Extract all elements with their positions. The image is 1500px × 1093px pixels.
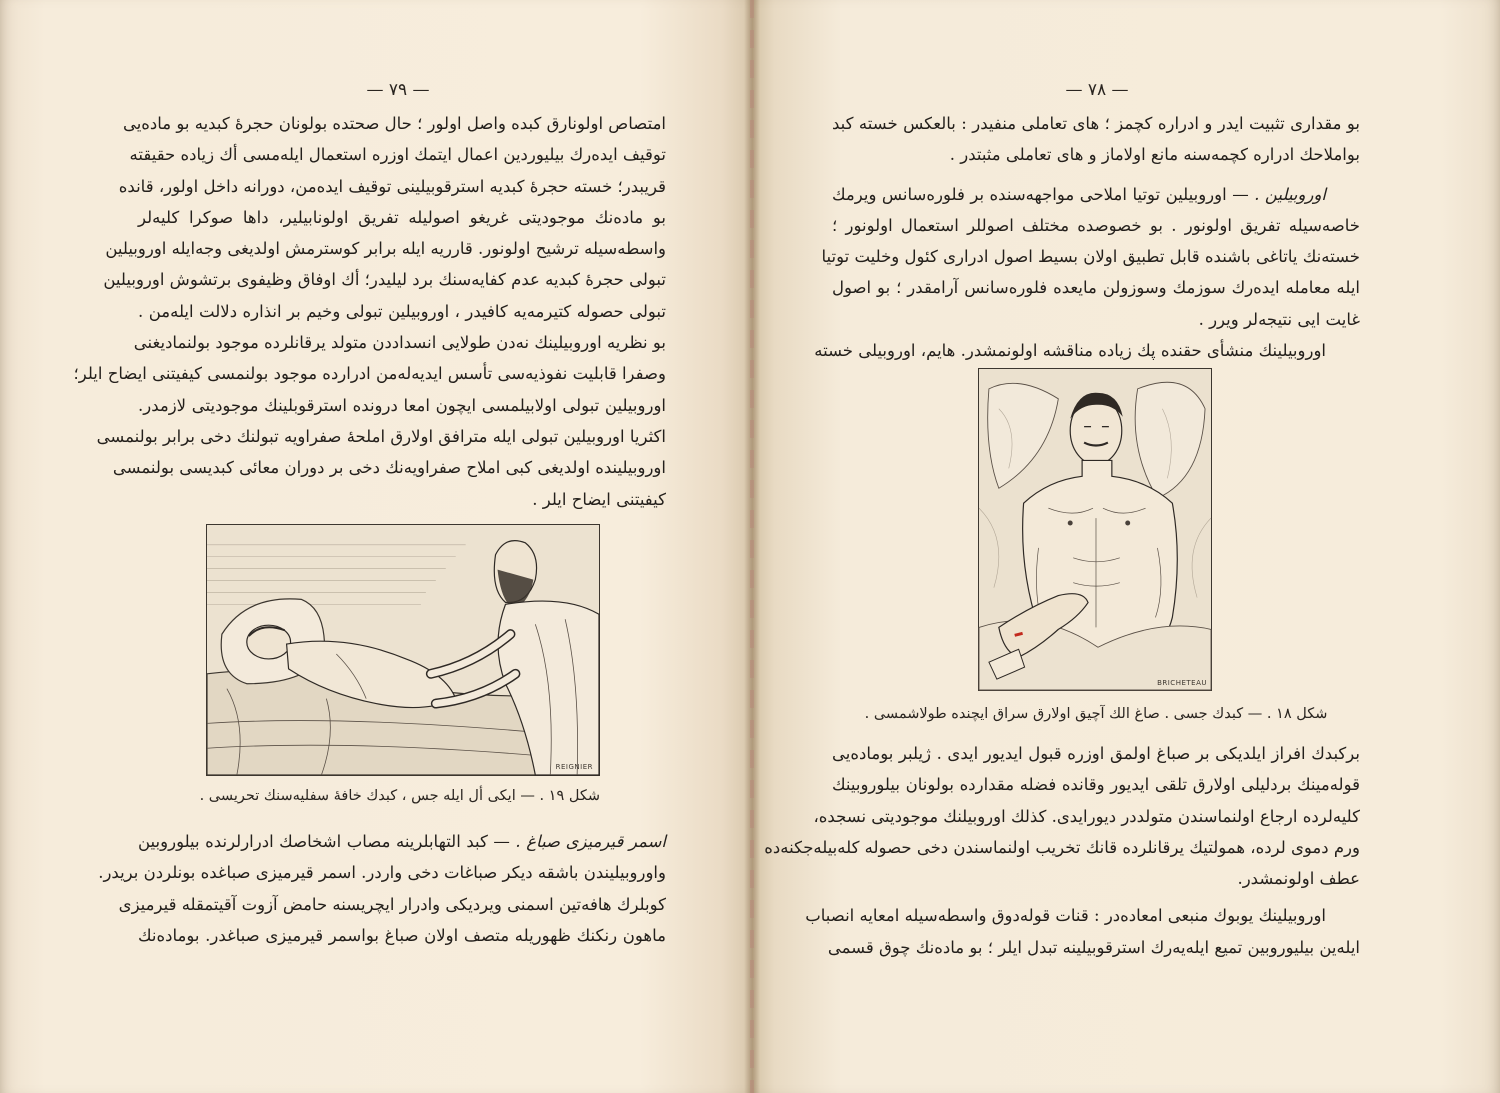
paragraph (805, 900, 1360, 963)
paragraph (764, 738, 1360, 894)
text-line: تبولى حجرۀ كبديه عدم كفايه‌سنك برد ليليدر؛ أك اوفاق وظيفوى برتشوش اوروبيلين (103, 270, 666, 290)
illustrator-signature: REIGNIER (555, 763, 593, 771)
text-line: اكثريا اوروبيلين تبولى ايله مترافق اولارق املحۀ صفراويه تبولنك دخى برابر بولنمسى (96, 426, 666, 446)
text-line: ايله‌ين بيليوروبين تميع ايله‌يه‌رك استرقوبيلينه تبدل ايلر ؛ بو ماده‌نك چوق قسمى (827, 937, 1360, 957)
text-run: — كبد التهابلرينه مصاب اشخاصك ادرارلرنده بيلوروبين (138, 832, 510, 851)
text-line: قريبدر؛ خسته حجرۀ كبديه استرقوبيلينى توقيف ايده‌من، دورانه داخل اولور، قانده (118, 176, 666, 196)
text-line: كيفيتنى ايضاح ايلر . (532, 489, 666, 509)
text-block (98, 826, 666, 951)
text-run: — اوروبيلين توتيا املاحى مواجهه‌سنده بر فلوره‌سانس ويرمك (832, 184, 1249, 204)
text-line: عطف اولونمشدر. (1237, 869, 1360, 889)
paragraph-heading: اسمر قيرميزى صباغ . (515, 832, 666, 851)
illustration-palpation (207, 525, 599, 775)
text-line: غايت ايى نتيجه‌لر ويرر . (1198, 309, 1360, 329)
text-line: واوروبيليندن باشقه ديكر صباغات دخى واردر. اسمر قيرميزى صباغده بونلردن بريدر. (98, 863, 666, 883)
text-line: ورم دموى لرده، همولتيك يرقانلرده قانك تخريب اولنماسندن دخى حصوله كله‌بيله‌جكنه‌ده (764, 837, 1360, 857)
text-line: واسطه‌سيله ترشيح اولونور. قارريه ايله برابر كوسترمش اولديغى وجه‌ايله اوروبيلين (105, 239, 666, 259)
text-line: بواملاحك ادراره كچمه‌سنه مانع اولاماز و هاى تعاملى مثبتدر . (949, 145, 1360, 165)
text-block (814, 108, 1360, 366)
text-line: خاصه‌سيله تفريق اولونور . بو خصوصده مختلف اصوللر استعمال اولونور ؛ (832, 215, 1360, 235)
figure-illustration (206, 524, 600, 776)
page-number: — ٧٨ — (1065, 80, 1129, 100)
text-line: ماهون رنكنك ظهوريله متصف اولان صباغ بواسمر قيرميزى صباغدر. بوماده‌نك (138, 925, 666, 945)
paragraph (73, 327, 666, 515)
text-block (73, 108, 666, 515)
text-line: امتصاص اولونارق كبده واصل اولور ؛ حال صحتده بولونان حجرۀ كبديه بو ماده‌يى (122, 114, 666, 133)
text-line: توقيف ايده‌رك بيليوردين اعمال ايتمك اوزره استعمال ايله‌مسى أك زياده حقيقته (129, 145, 666, 165)
text-line: اوروبيلينك منشأى حقنده پك زياده مناقشه اولونمشدر. هايم، اوروبيلى خسته (814, 341, 1326, 361)
text-block (764, 738, 1360, 963)
figure-illustration (978, 368, 1212, 691)
binding-stitch (750, 0, 754, 1093)
text-line: بو نظريه اوروبيلينك نه‌دن طولايى انسداددن متولد يرقانلرده موجود بولنماديغنى (133, 333, 666, 353)
text-line: بركبدك افراز ايلديكى بر صباغ اولمق اوزره قبول ايديور ايدى . ژيلبر بوماده‌يى (832, 744, 1360, 763)
paragraph (814, 335, 1360, 366)
text-line: بو مقدارى تثبيت ايدر و ادراره كچمز ؛ هاى تعاملى منفيدر : بالعكس خسته كبد (832, 114, 1360, 133)
text-line: ايله معامله ايده‌رك سوزمك وسوزولن مايعده فلوره‌سانس آرامقدر ؛ بو اصول (832, 278, 1360, 298)
illustrator-signature: BRICHETEAU (1157, 679, 1207, 687)
text-line (832, 179, 1360, 210)
text-line: اوروبيلين تبولى اولابيلمسى ايچون امعا درونده استرقوبلينك موجوديتى لازمدر. (138, 395, 666, 415)
illustration-liver-exam (979, 369, 1211, 690)
text-line: اوروبيلينك يوبوك منبعى امعاده‌در : قنات قوله‌دوق واسطه‌سيله امعايه انصباب (805, 906, 1326, 926)
figure-caption: شكل ١٨ . — كبدك جسى . صاغ الك آچيق اولارق سراق ايچنده طولاشمسى . (864, 706, 1328, 722)
text-line: كليه‌لرده ارجاع اولنماسندن متولددر ديورايدى. كذلك اوروبيلنك موجوديتى نسجده، (813, 806, 1360, 826)
paragraph (103, 108, 666, 327)
right-page (752, 0, 1500, 1093)
paragraph (832, 108, 1360, 171)
page-number: — ٧٩ — (366, 80, 430, 100)
text-line: بو ماده‌نك موجوديتى غريغو اصوليله تفريق اولونابيلير، داها صوكرا كليه‌لر (138, 207, 666, 227)
text-line: خسته‌نك ياتاغى باشنده قابل تطبيق اولان بسيط اصول ادرارى كئول وخليت توتيا (821, 247, 1360, 267)
text-line: اوروبيلينده اولديغى كبى املاح صفراويه‌نك دخى بر دوران معائى كبديسى بولنمسى (112, 458, 666, 478)
paragraph-heading: اوروبيلين . (1254, 184, 1326, 204)
paragraph (821, 179, 1360, 335)
figure-caption: شكل ١٩ . — ايكى أل ايله جس ، كبدك خافۀ سفليه‌سنك تحريسى . (199, 788, 600, 804)
text-line (138, 826, 666, 857)
text-line: تبولى حصوله كتيرمه‌يه كافيدر ، اوروبيلين تبولى وخيم بر انذاره دلالت ايله‌من . (138, 301, 666, 321)
text-line: قوله‌مينك بردليلى اولارق تلقى ايديور وقانده فضله مقدارده بولونان بيلوروبينك (832, 775, 1360, 795)
text-line: وصفرا قابليت نفوذيه‌سى تأسس ايديه‌له‌من ادرارده موجود بولنمسى كيفيتنى ايضاح ايلر؛ (73, 364, 666, 384)
text-line: كوبلرك هافه‌تين اسمنى ويرديكى وادرار ايچريسنه حامض آزوت آقيتمقله قيرميزى (118, 894, 666, 914)
